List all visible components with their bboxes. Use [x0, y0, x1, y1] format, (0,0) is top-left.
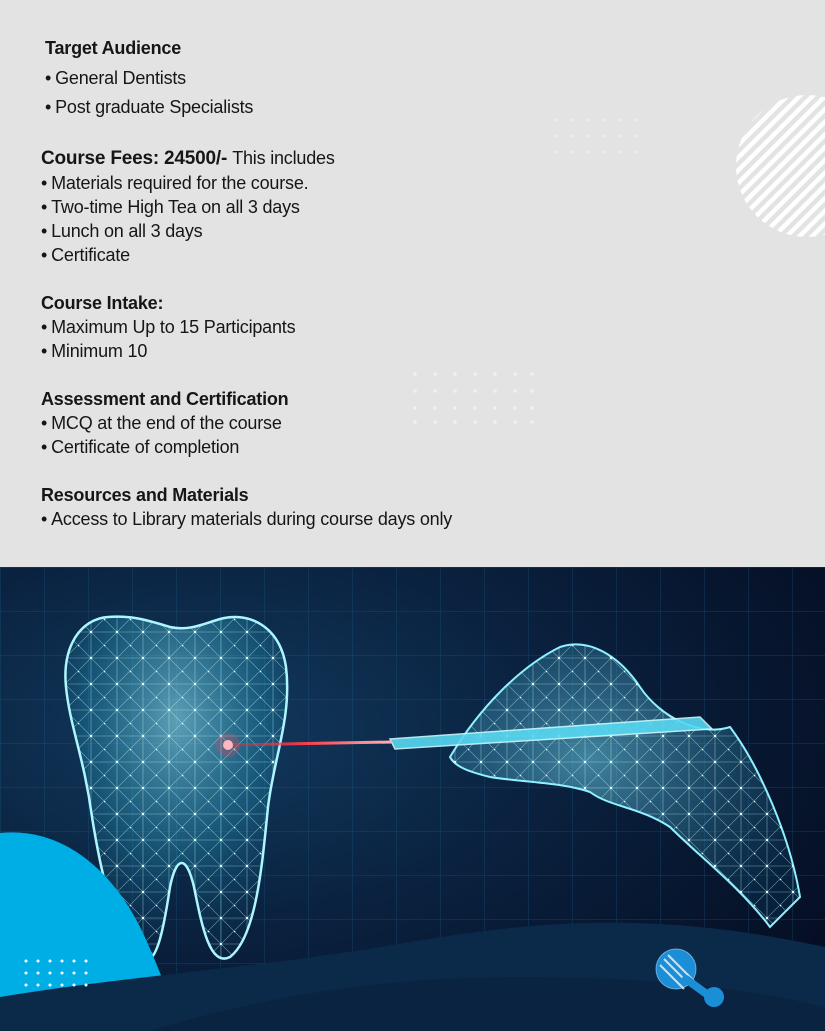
list-item: • Minimum 10 — [41, 339, 601, 363]
list-item: • Certificate — [41, 243, 601, 267]
course-fees-section — [41, 146, 601, 267]
course-intake-section — [41, 291, 601, 363]
target-audience-heading: Target Audience — [45, 38, 182, 58]
resources-list — [41, 507, 601, 531]
assessment-heading: Assessment and Certification — [41, 389, 289, 409]
list-item: • MCQ at the end of the course — [41, 411, 601, 435]
hatched-circle-icon — [735, 94, 825, 239]
resources-heading: Resources and Materials — [41, 485, 249, 505]
list-item: • Lunch on all 3 days — [41, 219, 601, 243]
course-fees-heading — [41, 146, 601, 171]
list-item: • General Dentists — [45, 64, 601, 93]
course-intake-heading: Course Intake: — [41, 293, 164, 313]
course-fees-list — [41, 171, 601, 267]
list-item: • Materials required for the course. — [41, 171, 601, 195]
list-item: • Certificate of completion — [41, 435, 601, 459]
resources-section — [41, 483, 601, 531]
list-item: • Access to Library materials during course days only — [41, 507, 601, 531]
course-fees-suffix: This includes — [232, 148, 335, 168]
assessment-list — [41, 411, 601, 459]
assessment-section — [41, 387, 601, 459]
course-fees-label: Course Fees: 24500/- — [41, 148, 228, 169]
target-audience-section — [41, 36, 601, 122]
course-intake-list — [41, 315, 601, 363]
list-item: • Two-time High Tea on all 3 days — [41, 195, 601, 219]
list-item: • Maximum Up to 15 Participants — [41, 315, 601, 339]
target-audience-list — [45, 64, 601, 122]
dental-illustration — [0, 567, 825, 1031]
list-item: • Post graduate Specialists — [45, 93, 601, 122]
course-details — [41, 36, 601, 555]
